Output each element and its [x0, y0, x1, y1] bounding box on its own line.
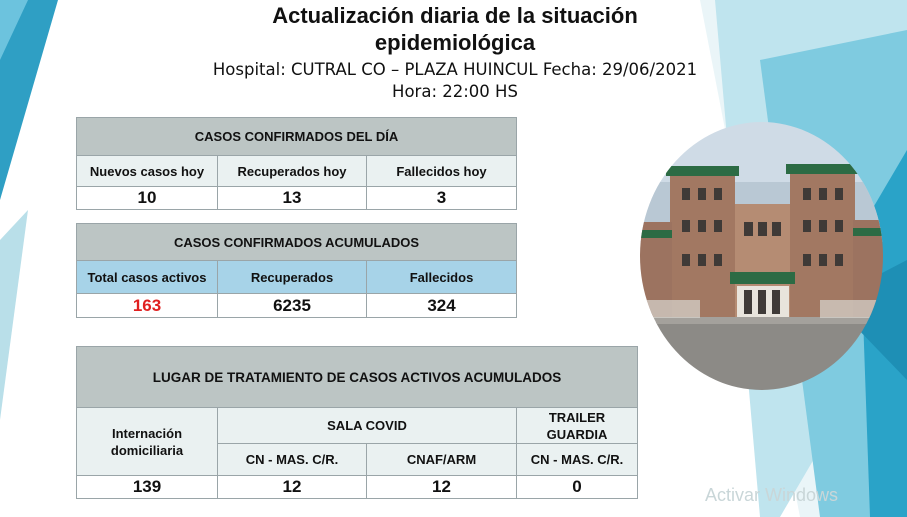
hospital-date-line: Hospital: CUTRAL CO – PLAZA HUINCUL Fecha: 29/06/2021	[212, 60, 698, 79]
deaths-total-label: Fallecidos	[367, 261, 517, 294]
treatment-header: LUGAR DE TRATAMIENTO DE CASOS ACTIVOS ACUMULADOS	[77, 347, 638, 408]
recovered-total-label: Recuperados	[218, 261, 367, 294]
page-title: Actualización diaria de la situación epidemiológica	[272, 3, 638, 55]
daily-cases-table	[76, 117, 517, 210]
active-cases-value: 163	[77, 294, 218, 318]
deaths-total-value: 324	[367, 294, 517, 318]
time-line: Hora: 22:00 HS	[392, 82, 518, 101]
trailer-cn-value: 0	[517, 476, 638, 499]
home-care-label: Internación domiciliaria	[77, 408, 218, 476]
trailer-cn-label: CN - MAS. C/R.	[517, 444, 638, 476]
recovered-total-value: 6235	[218, 294, 367, 318]
recovered-today-label: Recuperados hoy	[218, 156, 367, 187]
hospital-photo	[640, 122, 883, 390]
activate-windows-watermark: Activar Windows	[705, 485, 839, 505]
hospital-info	[175, 59, 735, 103]
daily-cases-header: CASOS CONFIRMADOS DEL DÍA	[77, 118, 517, 156]
covid-cnaf-value: 12	[367, 476, 517, 499]
covid-cn-value: 12	[218, 476, 367, 499]
recovered-today-value: 13	[218, 187, 367, 210]
cumulative-cases-table	[76, 223, 517, 318]
active-cases-label: Total casos activos	[77, 261, 218, 294]
trailer-guardia-label: TRAILER GUARDIA	[517, 408, 638, 444]
home-care-value: 139	[77, 476, 218, 499]
covid-cnaf-label: CNAF/ARM	[367, 444, 517, 476]
treatment-location-table	[76, 346, 638, 499]
deaths-today-value: 3	[367, 187, 517, 210]
deaths-today-label: Fallecidos hoy	[367, 156, 517, 187]
covid-cn-label: CN - MAS. C/R.	[218, 444, 367, 476]
new-cases-value: 10	[77, 187, 218, 210]
covid-ward-label: SALA COVID	[218, 408, 517, 444]
new-cases-label: Nuevos casos hoy	[77, 156, 218, 187]
cumulative-cases-header: CASOS CONFIRMADOS ACUMULADOS	[77, 224, 517, 261]
